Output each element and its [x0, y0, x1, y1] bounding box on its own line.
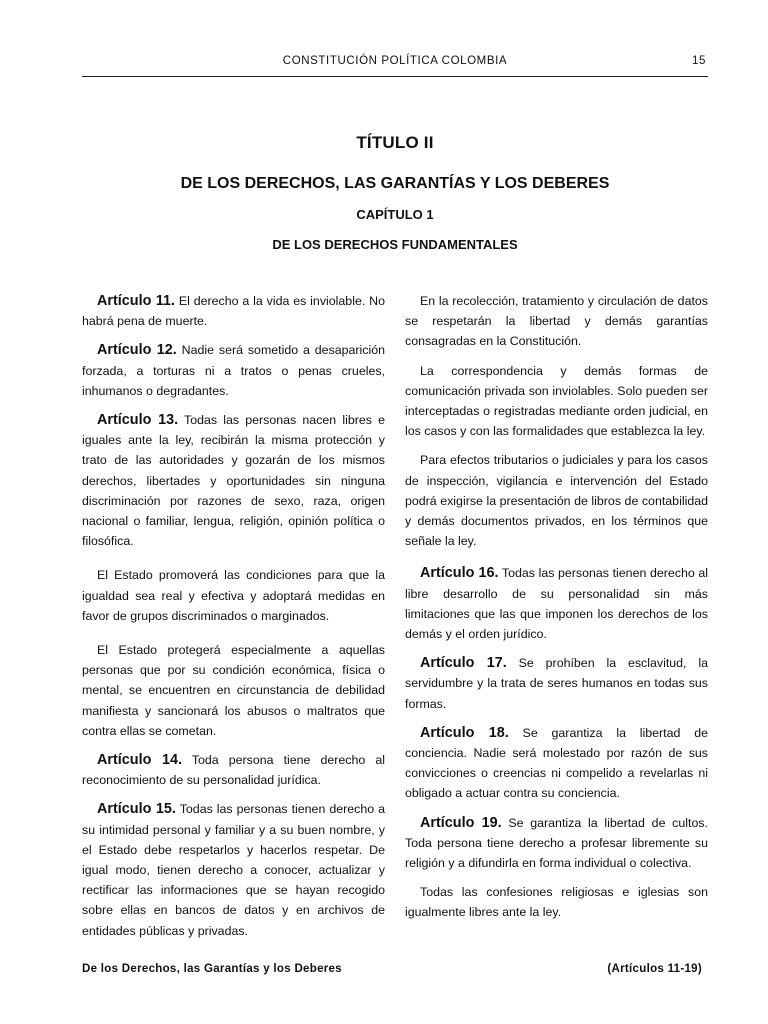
header-title: CONSTITUCIÓN POLÍTICA COLOMBIA	[282, 55, 508, 67]
article-text: Todas las personas tienen derecho al libre desarrollo de su personalidad sin más limitaciones que las que imponen los derechos de los demás y el orden jurídico.	[405, 566, 708, 642]
article-text: Se garantiza la libertad de conciencia. Nadie será molestado por razón de sus convicciones o creencias ni compelido a revelarlas ni obligado a actuar contra su conciencia.	[405, 725, 709, 801]
paragraph	[405, 450, 708, 551]
paragraph	[405, 653, 708, 714]
paragraph	[82, 750, 385, 790]
article-text: Se garantiza la libertad de cultos. Toda persona tiene derecho a profesar libremente su religión y a difundirla en forma individual o colectiva.	[405, 815, 708, 871]
title-heading: TÍTULO II	[356, 133, 434, 152]
left-column	[82, 291, 385, 950]
article-text: Toda persona tiene derecho al reconocimiento de su personalidad jurídica.	[82, 753, 385, 788]
paragraph	[82, 799, 385, 940]
page-number: 15	[692, 55, 706, 67]
paragraph	[405, 563, 708, 644]
footer-article-range: (Artículos 11-19)	[607, 963, 702, 975]
article-text: Todas las personas nacen libres e iguales ante la ley, recibirán la misma protección y trato de las autoridades y gozarán de los mismos derechos, libertades y oportunidades sin ninguna discriminación por razones de sexo, raza, origen nacional o familiar, lengua, religión, opinión política o filosófica.	[82, 413, 385, 549]
article-label: Artículo 12.	[97, 342, 177, 359]
article-text: Todas las personas tienen derecho a su intimidad personal y familiar y a su buen nombre, y el Estado debe respetarlos y hacerlos respetar. De igual modo, tienen derecho a conocer, actualizar y rectificar las informaciones que se hayan recogido sobre ellas en bancos de datos y en archivos de entidades públicas y privadas.	[82, 802, 386, 938]
article-label: Artículo 17.	[420, 655, 507, 672]
article-label: Artículo 19.	[420, 814, 502, 831]
paragraph	[82, 565, 385, 626]
chapter-heading: CAPÍTULO 1	[356, 207, 434, 222]
paragraph	[82, 410, 385, 551]
article-text: El Estado protegerá especialmente a aquellas personas que por su condición económica, física o mental, se encuentren en circunstancia de debilidad manifiesta y sancionará los abusos o maltratos que contra ellas se cometan.	[82, 643, 385, 738]
footer-section-title: De los Derechos, las Garantías y los Deberes	[82, 963, 342, 975]
article-label: Artículo 15.	[97, 801, 176, 818]
article-label: Artículo 11.	[97, 293, 175, 309]
article-label: Artículo 13.	[97, 412, 179, 429]
paragraph	[82, 340, 385, 401]
article-label: Artículo 16.	[420, 565, 499, 582]
paragraph	[405, 813, 708, 874]
title-subheading: DE LOS DERECHOS, LAS GARANTÍAS Y LOS DEBERES	[180, 175, 610, 192]
article-text: Nadie será sometido a desaparición forzada, a torturas ni a tratos o penas crueles, inhumanos o degradantes.	[82, 343, 385, 398]
article-text: Para efectos tributarios o judiciales y para los casos de inspección, vigilancia e intervención del Estado podrá exigirse la presentación de libros de contabilidad y demás documentos privados, en los términos que señale la ley.	[405, 453, 708, 549]
article-label: Artículo 18.	[420, 724, 509, 741]
running-header	[82, 54, 708, 77]
article-text: El Estado promoverá las condiciones para que la igualdad sea real y efectiva y adoptará medidas en favor de grupos discriminados o marginados.	[82, 568, 385, 623]
paragraph	[82, 640, 385, 741]
paragraph	[405, 361, 708, 442]
article-text: En la recolección, tratamiento y circulación de datos se respetarán la libertad y demás garantías consagradas en la Constitución.	[405, 294, 708, 349]
article-text: El derecho a la vida es inviolable. No habrá pena de muerte.	[82, 294, 385, 329]
paragraph	[82, 291, 385, 331]
paragraph	[405, 723, 708, 804]
article-text: Se prohíben la esclavitud, la servidumbre y la trata de seres humanos en todas sus formas.	[405, 656, 708, 711]
article-label: Artículo 14.	[97, 752, 182, 769]
chapter-subheading: DE LOS DERECHOS FUNDAMENTALES	[272, 237, 518, 252]
paragraph	[405, 291, 708, 352]
paragraph	[405, 882, 708, 922]
section-headings	[82, 133, 708, 252]
article-text: Todas las confesiones religiosas e iglesias son igualmente libres ante la ley.	[405, 885, 708, 920]
article-text: La correspondencia y demás formas de comunicación privada son inviolables. Solo pueden ser interceptadas o registradas mediante orden judicial, en los casos y con las formalidades que establezca la ley.	[405, 363, 708, 439]
right-column	[405, 291, 708, 932]
